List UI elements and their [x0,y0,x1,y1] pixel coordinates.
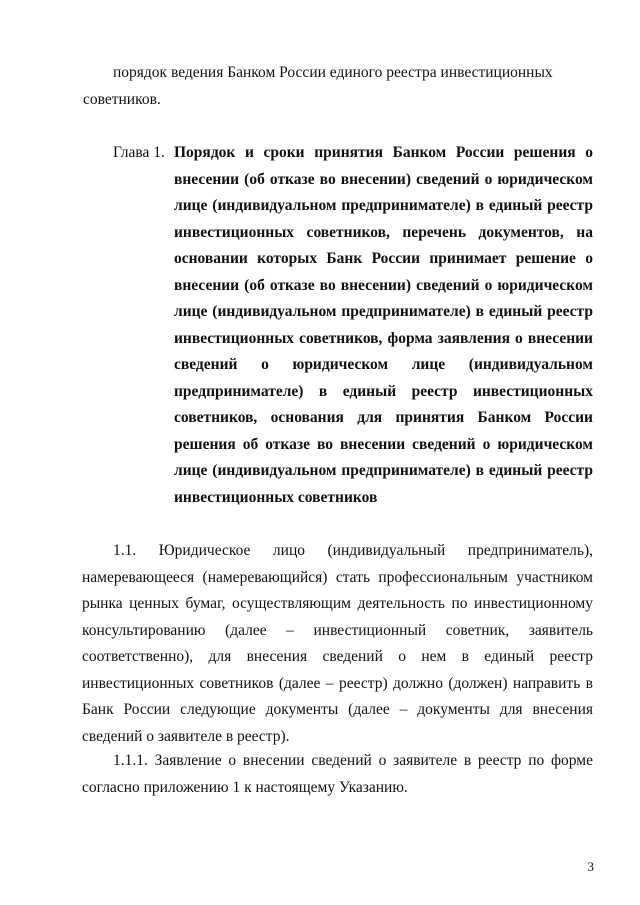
page-number: 3 [587,859,594,874]
intro-line-1: порядок ведения Банком России единого реестра инвестиционных [113,64,553,81]
intro-fragment [83,60,595,113]
paragraph-1-1-1: 1.1.1. Заявление о внесении сведений о заявителе в реестр по форме согласно приложению 1 к настоящему Указанию. [82,752,593,796]
chapter-title: Порядок и сроки принятия Банком России решения о внесении (об отказе во внесении) сведений о юридическом лице (индивидуальном предпринимателе) в единый реестр инвестиционных советников, перечень документов, на основании которых Банк России принимает решение о внесении (об отказе во внесении) сведений о юридическом лице (индивидуальном предпринимателе) в единый реестр инвестиционных советников, форма заявления о внесении сведений о юридическом лице (индивидуальном предпринимателе) в единый реестр инвестиционных советников, основания для принятия Банком России решения об отказе во внесении сведений о юридическом лице (индивидуальном предпринимателе) в единый реестр инвестиционных советников [174,144,593,506]
chapter-label: Глава 1. [113,144,165,161]
intro-line-2: советников. [83,90,161,108]
paragraph-1-1: 1.1. Юридическое лицо (индивидуальный предприниматель), намеревающееся (намеревающийся) стать профессиональным участником рынка ценных бумаг, осуществляющим деятельность по инвестиционному консультированию (далее – инвестиционный советник, заявитель соответственно), для внесения сведений о нем в единый реестр инвестиционных советников (далее – реестр) должно (должен) направить в Банк России следующие документы (далее – документы для внесения сведений о заявителе в реестр). [82,542,593,745]
